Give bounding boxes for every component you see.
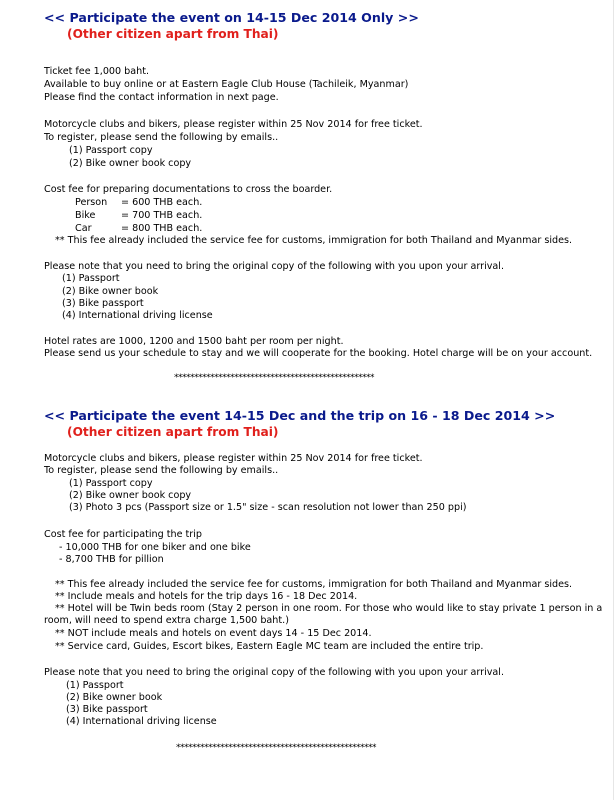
fee-label: Car xyxy=(75,223,92,234)
fee-value: = 800 THB each. xyxy=(121,223,203,234)
section2-title: << Participate the event 14-15 Dec and the trip on 16 - 18 Dec 2014 >> xyxy=(44,408,556,423)
register-intro-line: Motorcycle clubs and bikers, please register within 25 Nov 2014 for free ticket. xyxy=(44,119,423,130)
bring-item: (4) International driving license xyxy=(62,310,213,321)
bring-intro: Please note that you need to bring the original copy of the following with you upon your arrival. xyxy=(44,261,505,272)
register-item: (2) Bike owner book copy xyxy=(69,490,192,501)
fee-value: = 700 THB each. xyxy=(121,210,203,221)
bring-item: (2) Bike owner book xyxy=(66,692,163,703)
bring-item: (3) Bike passport xyxy=(62,298,144,309)
cost-intro: Cost fee for participating the trip xyxy=(44,529,203,540)
trip-note: ** Service card, Guides, Escort bikes, Eastern Eagle MC team are included the entire trip. xyxy=(55,641,484,652)
trip-note: ** Hotel will be Twin beds room (Stay 2 person in one room. For those who would like to stay private 1 person in a room, will need to spend extra charge 1,500 baht.) xyxy=(44,603,603,627)
fee-label: Bike xyxy=(75,210,96,221)
cost-intro: Cost fee for preparing documentations to cross the boarder. xyxy=(44,184,333,195)
ticket-line: Available to buy online or at Eastern Eagle Club House (Tachileik, Myanmar) xyxy=(44,79,409,90)
register-intro-line: Motorcycle clubs and bikers, please register within 25 Nov 2014 for free ticket. xyxy=(44,453,423,464)
register-item: (1) Passport copy xyxy=(69,145,153,156)
bring-item: (3) Bike passport xyxy=(66,704,148,715)
trip-note: ** This fee already included the service fee for customs, immigration for both Thailand and Myanmar sides. xyxy=(55,579,573,590)
register-item: (2) Bike owner book copy xyxy=(69,158,192,169)
trip-note: ** Include meals and hotels for the trip days 16 - 18 Dec 2014. xyxy=(55,591,358,602)
bring-intro: Please note that you need to bring the original copy of the following with you upon your arrival. xyxy=(44,667,505,678)
fee-label: Person xyxy=(75,197,108,208)
hotel-line: Please send us your schedule to stay and we will cooperate for the booking. Hotel charge will be on your account. xyxy=(44,348,593,359)
fee-value: = 600 THB each. xyxy=(121,197,203,208)
section2-subtitle: (Other citizen apart from Thai) xyxy=(67,425,279,439)
register-intro-line: To register, please send the following by emails.. xyxy=(44,465,279,476)
fee-note: ** This fee already included the service fee for customs, immigration for both Thailand and Myanmar sides. xyxy=(55,235,573,246)
section1-subtitle: (Other citizen apart from Thai) xyxy=(67,27,279,41)
cost-item: - 8,700 THB for pillion xyxy=(59,554,164,565)
bring-item: (2) Bike owner book xyxy=(62,286,159,297)
register-intro-line: To register, please send the following by emails.. xyxy=(44,132,279,143)
cost-item: - 10,000 THB for one biker and one bike xyxy=(59,542,251,553)
bring-item: (1) Passport xyxy=(66,680,124,691)
hotel-line: Hotel rates are 1000, 1200 and 1500 baht per room per night. xyxy=(44,336,344,347)
fee-row xyxy=(75,223,202,235)
ticket-line: Ticket fee 1,000 baht. xyxy=(44,66,150,77)
bring-item: (4) International driving license xyxy=(66,716,217,727)
fee-row xyxy=(75,210,202,222)
separator: ************************************************** xyxy=(176,743,376,753)
register-item: (1) Passport copy xyxy=(69,478,153,489)
section1-title: << Participate the event on 14-15 Dec 2014 Only >> xyxy=(44,10,419,25)
trip-note: ** NOT include meals and hotels on event days 14 - 15 Dec 2014. xyxy=(55,628,372,639)
bring-item: (1) Passport xyxy=(62,273,120,284)
fee-row xyxy=(75,197,202,209)
ticket-line: Please find the contact information in next page. xyxy=(44,92,279,103)
separator: ************************************************** xyxy=(174,373,374,383)
register-item: (3) Photo 3 pcs (Passport size or 1.5" size - scan resolution not lower than 250 ppi) xyxy=(69,502,467,513)
